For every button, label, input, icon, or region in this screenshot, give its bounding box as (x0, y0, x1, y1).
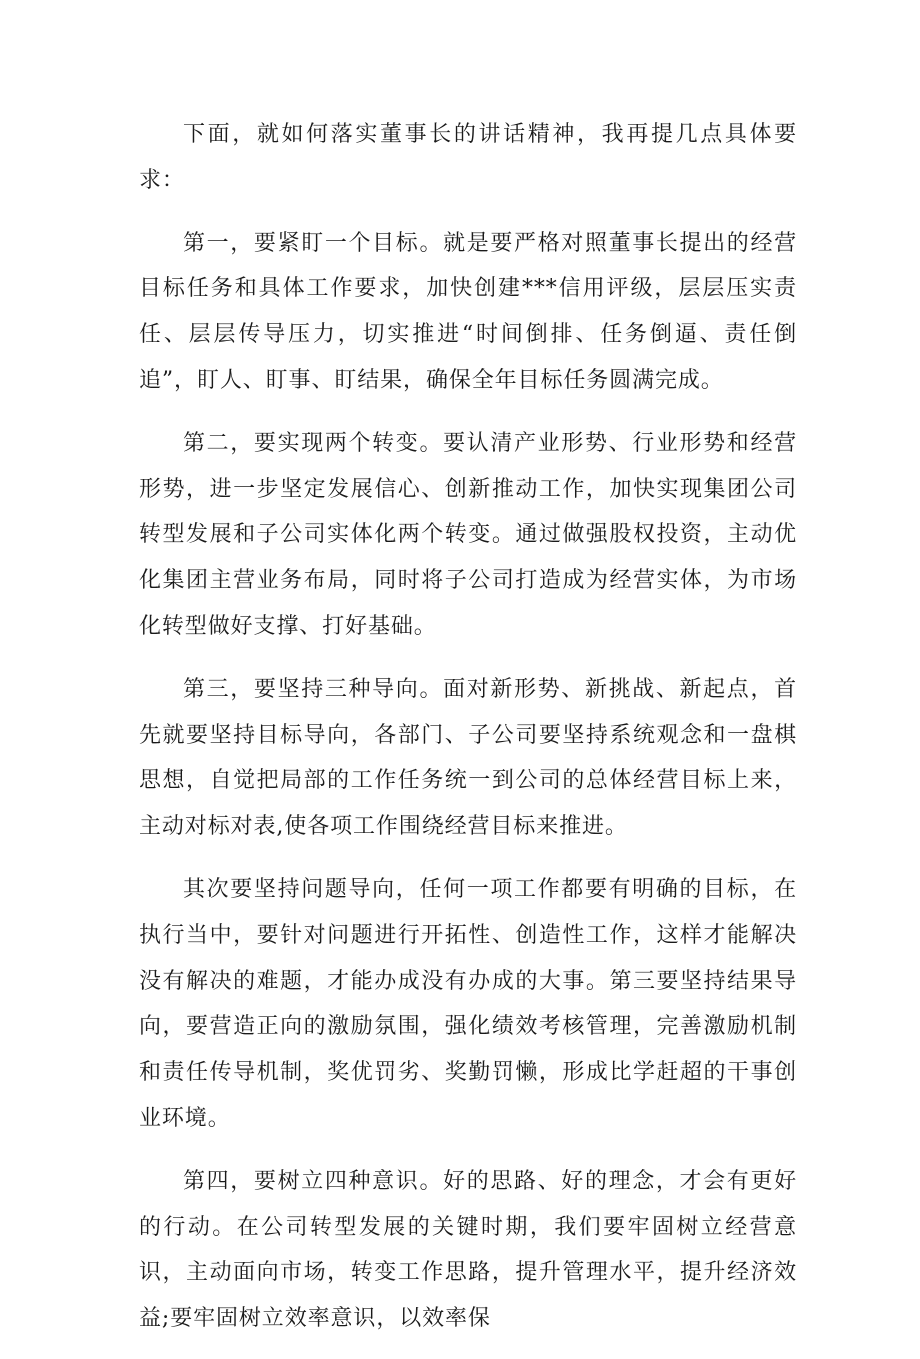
document-body (139, 112, 797, 1359)
paragraph-third-requirement-continued: 其次要坚持问题导向，任何一项工作都要有明确的目标，在执行当中，要针对问题进行开拓性、创造性工作，这样才能解决没有解决的难题，才能办成没有办成的大事。第三要坚持结果导向，要营造正向的激励氛围，强化绩效考核管理，完善激励机制和责任传导机制，奖优罚劣、奖勤罚懒，形成比学赶超的干事创业环境。 (139, 876, 797, 1131)
paragraph-first-requirement: 第一，要紧盯一个目标。就是要严格对照董事长提出的经营目标任务和具体工作要求，加快创建***信用评级，层层压实责任、层层传导压力，切实推进“时间倒排、任务倒逼、责任倒追”，盯人、盯事、盯结果，确保全年目标任务圆满完成。 (139, 230, 797, 393)
paragraph-second-requirement: 第二，要实现两个转变。要认清产业形势、行业形势和经营形势，进一步坚定发展信心、创新推动工作，加快实现集团公司转型发展和子公司实体化两个转变。通过做强股权投资，主动优化集团主营业务布局，同时将子公司打造成为经营实体，为市场化转型做好支撑、打好基础。 (139, 430, 797, 639)
paragraph-intro: 下面，就如何落实董事长的讲话精神，我再提几点具体要求： (139, 122, 797, 193)
paragraph-third-requirement: 第三，要坚持三种导向。面对新形势、新挑战、新起点，首先就要坚持目标导向，各部门、子公司要坚持系统观念和一盘棋思想，自觉把局部的工作任务统一到公司的总体经营目标上来，主动对标对表,使各项工作围绕经营目标来推进。 (139, 676, 797, 840)
paragraph-fourth-requirement: 第四，要树立四种意识。好的思路、好的理念，才会有更好的行动。在公司转型发展的关键时期，我们要牢固树立经营意识，主动面向市场，转变工作思路，提升管理水平，提升经济效益;要牢固树立效率意识，以效率保 (139, 1168, 797, 1332)
